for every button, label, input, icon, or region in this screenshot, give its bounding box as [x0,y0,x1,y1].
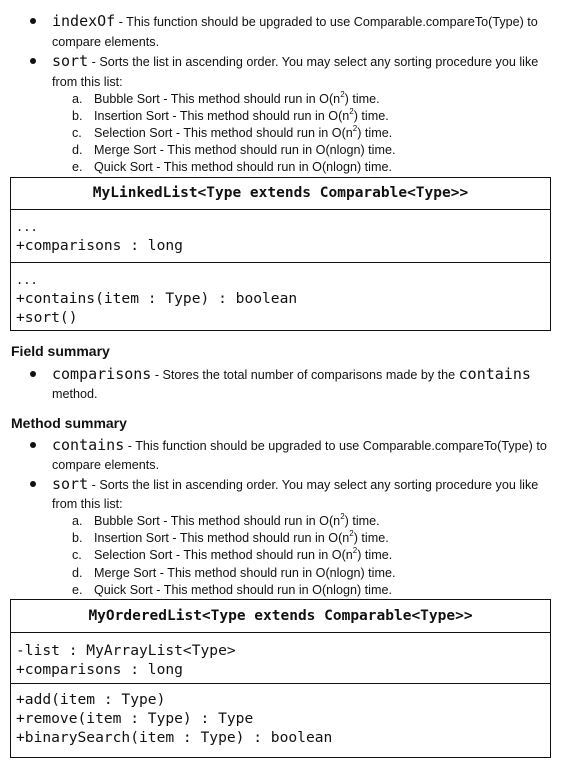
option-marker: d. [72,143,83,157]
bullet-line [52,13,538,31]
bullet-dot [30,371,36,377]
indexof-description-cont: compare elements. [52,35,160,49]
method-name-sort: sort [52,52,89,70]
bullet-dot [30,442,36,448]
bullet-line [52,437,547,455]
sort-description: - Sorts the list in ascending order. You may select any sorting procedure you like [88,478,539,492]
comparisons-description-cont: method. [52,387,98,401]
uml-class-mylinkedlist [10,177,551,331]
option-marker: e. [72,160,83,174]
uml-field: +comparisons : long [16,237,183,254]
uml-method: +remove(item : Type) : Type [16,710,254,727]
option-text: Merge Sort - This method should run in O(nlogn) time. [94,566,396,580]
option-marker: a. [72,92,83,106]
uml-method: +sort() [16,309,78,326]
field-summary-heading: Field summary [11,343,110,359]
option-text: Quick Sort - This method should run in O(nlogn) time. [94,160,392,174]
uml-fields-section [11,209,550,262]
bullet-dot [30,18,36,24]
uml-method: +binarySearch(item : Type) : boolean [16,729,333,746]
option-marker: a. [72,514,83,528]
option-text: Bubble Sort - This method should run in $O(n^2)$ time. [94,89,380,106]
bullet-line [52,53,538,71]
bullet-line [52,366,531,384]
sort-description-cont: from this list: [52,75,123,89]
option-marker: b. [72,109,83,123]
option-text: Merge Sort - This method should run in O(nlogn) time. [94,143,396,157]
uml-fields-section [11,632,550,683]
option-text: Selection Sort - This method should run in $O(n^2)$ time. [94,545,393,562]
option-marker: d. [72,566,83,580]
uml-field: +comparisons : long [16,661,183,678]
uml-class-title: MyOrderedList<Type extends Comparable<Type>> [88,608,473,624]
contains-description: - This function should be upgraded to use Comparable.compareTo(Type) to [124,439,547,453]
field-name-comparisons: comparisons [52,365,152,383]
option-marker: c. [72,548,82,562]
sort-description: - Sorts the list in ascending order. You may select any sorting procedure you like [88,55,539,69]
uml-class-title: MyLinkedList<Type extends Comparable<Type>> [92,185,469,201]
method-name-indexof: indexOf [52,12,116,30]
uml-method: ... [16,273,38,287]
option-text: Bubble Sort - This method should run in $O(n^2)$ time. [94,511,380,528]
option-marker: e. [72,583,83,597]
option-marker: b. [72,531,83,545]
uml-method: +add(item : Type) [16,691,166,708]
method-ref-contains: contains [458,365,531,383]
option-text: Insertion Sort - This method should run in $O(n^2)$ time. [94,106,389,123]
contains-description-cont: compare elements. [52,458,160,472]
option-marker: c. [72,126,82,140]
uml-class-myorderedlist [10,599,551,758]
uml-field: -list : MyArrayList<Type> [16,642,236,659]
bullet-dot [30,481,36,487]
method-summary-heading: Method summary [11,415,127,431]
bullet-dot [30,58,36,64]
option-text: Insertion Sort - This method should run in $O(n^2)$ time. [94,528,389,545]
option-text: Selection Sort - This method should run in $O(n^2)$ time. [94,123,393,140]
option-text: Quick Sort - This method should run in O(nlogn) time. [94,583,392,597]
uml-methods-section [11,683,550,757]
comparisons-description: - Stores the total number of comparisons made by the [151,368,459,382]
method-name-sort: sort [52,475,89,493]
indexof-description: - This function should be upgraded to use Comparable.compareTo(Type) to [115,15,538,29]
bullet-line [52,476,538,494]
method-name-contains: contains [52,436,125,454]
sort-description-cont: from this list: [52,497,123,511]
uml-methods-section [11,262,550,330]
uml-method: +contains(item : Type) : boolean [16,290,298,307]
uml-field: ... [16,220,38,234]
